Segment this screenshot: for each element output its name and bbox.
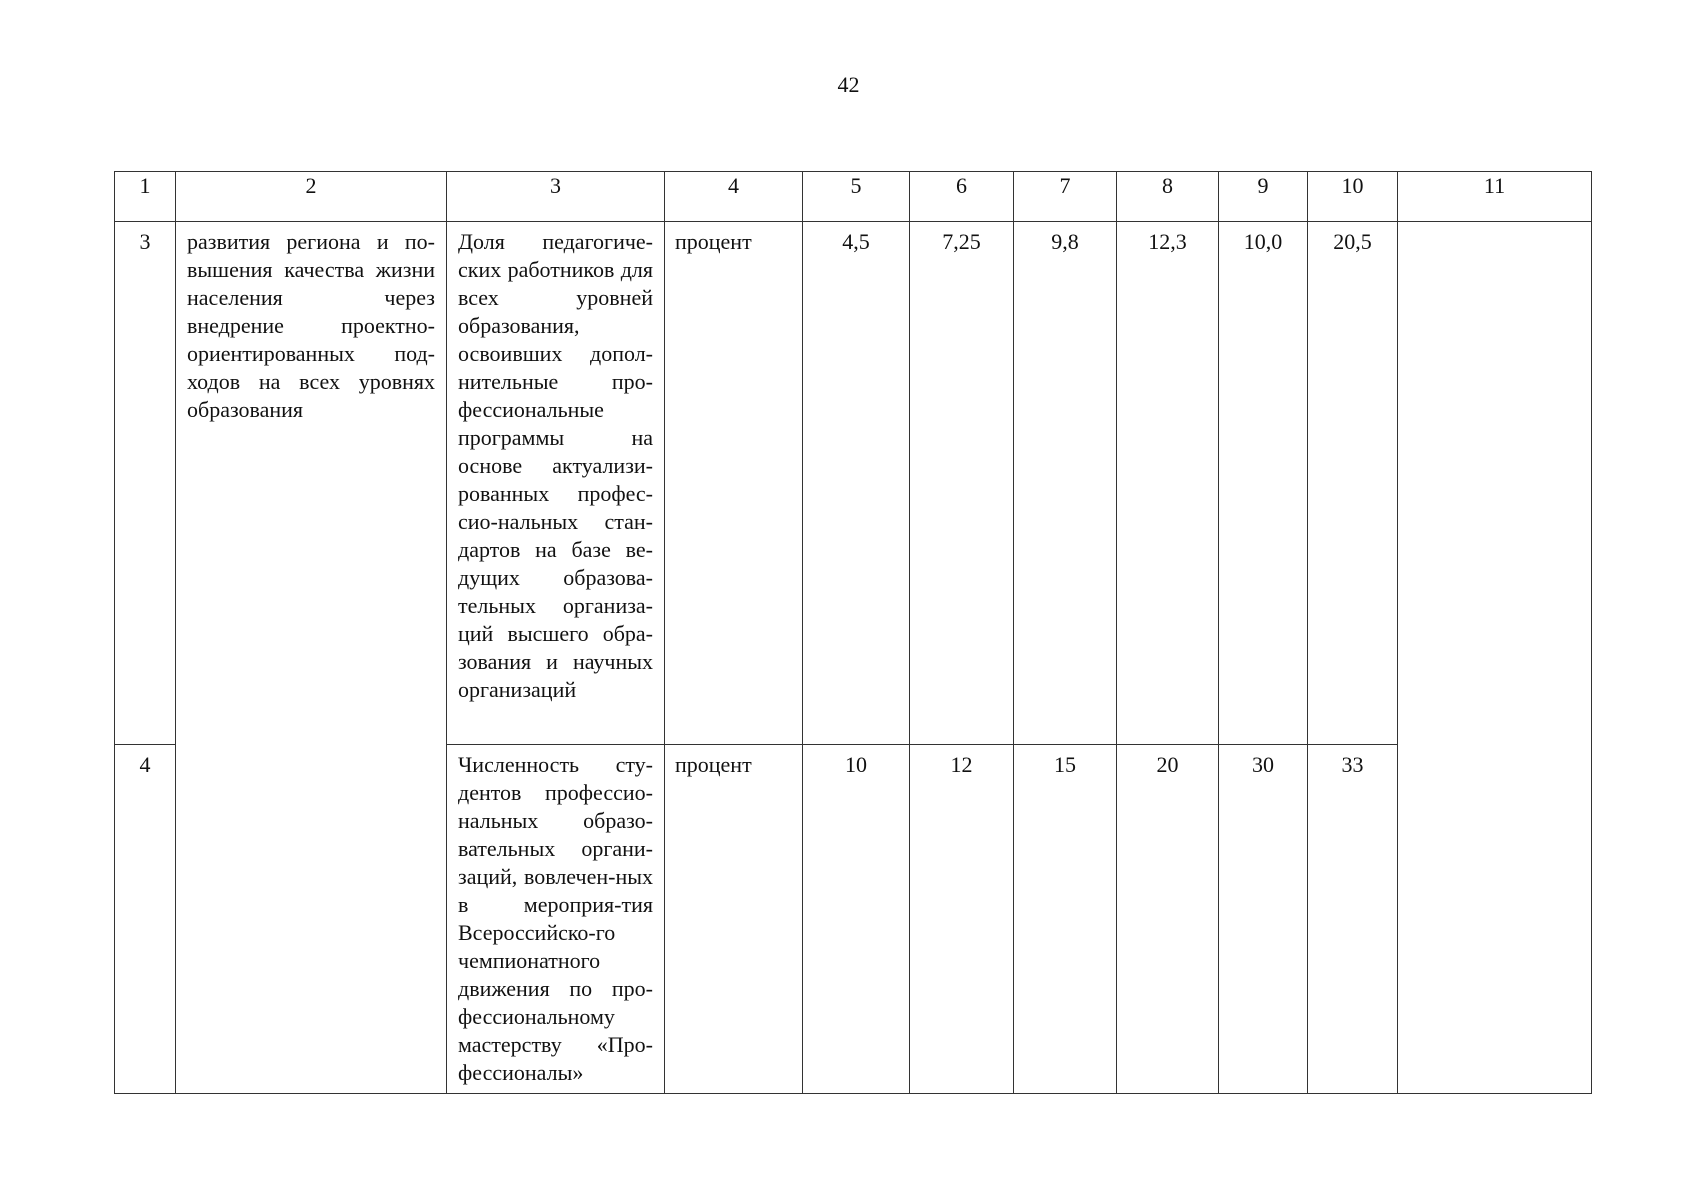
column-header: 9	[1219, 172, 1308, 222]
table-header-row	[115, 172, 1592, 222]
column-header: 8	[1117, 172, 1219, 222]
value-cell: 7,25	[910, 222, 1014, 745]
column-header: 5	[803, 172, 910, 222]
value-cell: 12	[910, 745, 1014, 1094]
row-number: 3	[115, 222, 176, 745]
value-cell: 20,5	[1308, 222, 1398, 745]
column-header: 1	[115, 172, 176, 222]
column-header: 2	[176, 172, 447, 222]
indicators-table	[114, 171, 1592, 1094]
value-cell: 9,8	[1014, 222, 1117, 745]
indicator-cell: Доля педагогиче-ских работников для всех уровней образования, освоивших допол-нительные про-фессиональные программы на основе актуализи-рованных профес-сио-нальных стан-дартов на базе ве-дущих образова-тельных организа-ций высшего обра-зования и научных организаций	[447, 222, 665, 745]
unit-cell: процент	[665, 745, 803, 1094]
value-cell: 20	[1117, 745, 1219, 1094]
goal-cell: развития региона и по-вышения качества жизни населения через внедрение проектно-ориентированных под-ходов на всех уровнях образования	[176, 222, 447, 1094]
unit-cell: процент	[665, 222, 803, 745]
column-header: 3	[447, 172, 665, 222]
indicator-cell: Численность сту-дентов профессио-нальных образо-вательных органи-заций, вовлечен-ных в мероприя-тия Всероссийско-го чемпионатного движения по про-фессиональному мастерству «Про-фессионалы»	[447, 745, 665, 1094]
table-row	[115, 222, 1592, 745]
row-number: 4	[115, 745, 176, 1094]
column-header: 6	[910, 172, 1014, 222]
value-cell: 12,3	[1117, 222, 1219, 745]
value-cell: 15	[1014, 745, 1117, 1094]
column-header: 10	[1308, 172, 1398, 222]
value-cell: 10	[803, 745, 910, 1094]
column-header: 7	[1014, 172, 1117, 222]
value-cell: 4,5	[803, 222, 910, 745]
value-cell: 30	[1219, 745, 1308, 1094]
empty-cell	[1398, 222, 1592, 1094]
column-header: 4	[665, 172, 803, 222]
value-cell: 33	[1308, 745, 1398, 1094]
column-header: 11	[1398, 172, 1592, 222]
value-cell: 10,0	[1219, 222, 1308, 745]
page-number: 42	[837, 72, 860, 97]
